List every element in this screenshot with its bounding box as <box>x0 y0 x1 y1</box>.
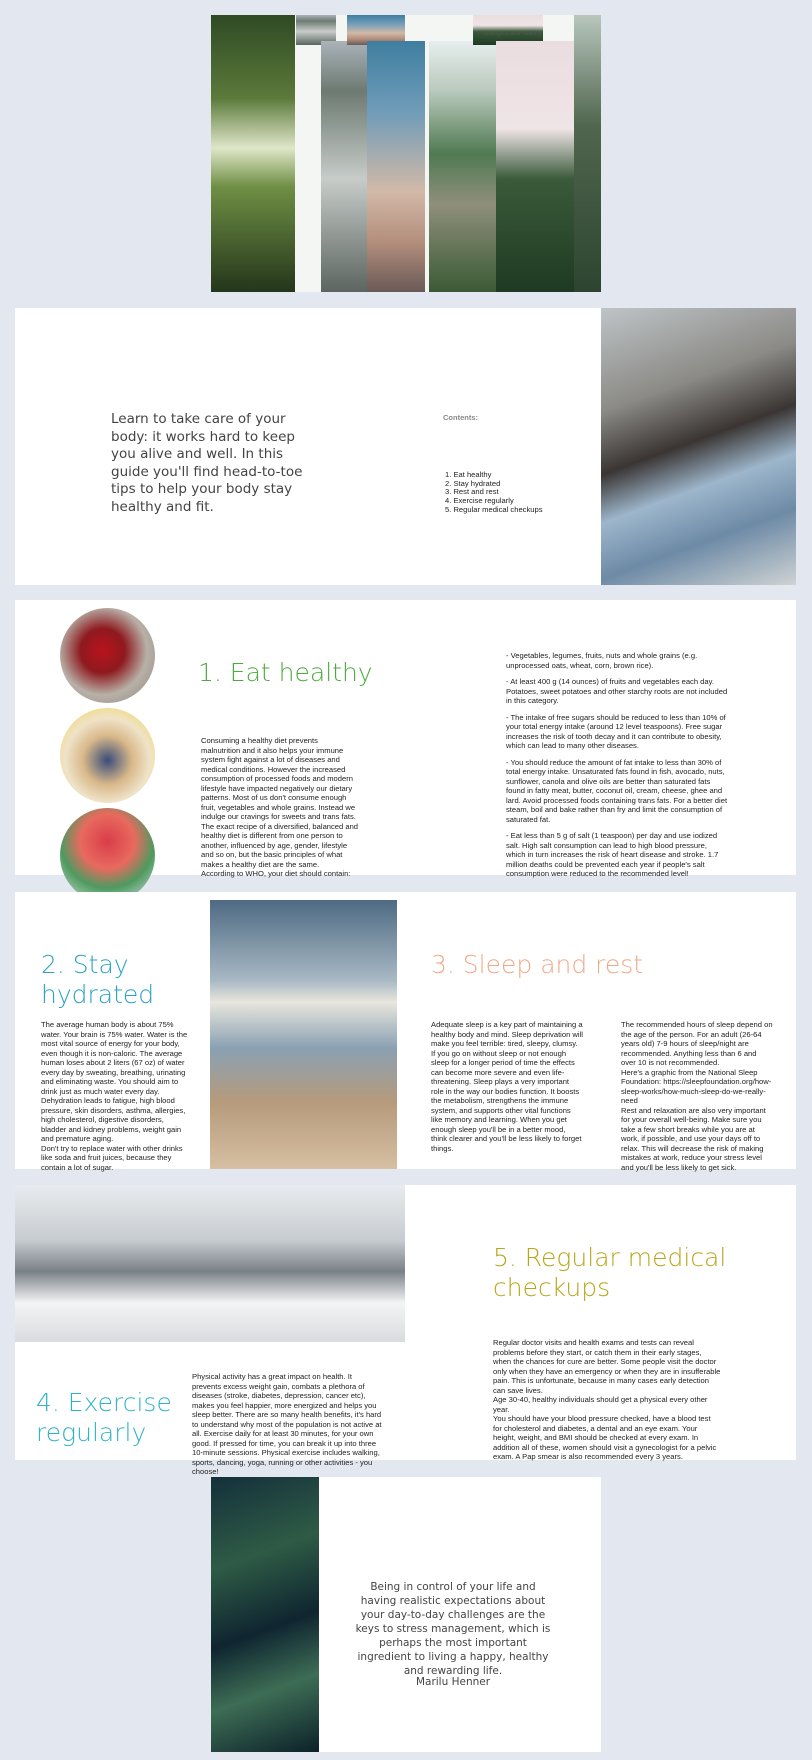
hydrate-sleep-page <box>15 892 796 1172</box>
contents-list <box>445 471 565 515</box>
eat-bullet: - You should reduce the amount of fat intake to less than 30% of total energy intake. Unsaturated fats found in fish, avocado, nuts, sunflower, canola and olive oils are better than saturated fats found in fatty meat, butter, coconut oil, cream, cheese, ghee and lard. Avoid processed foods containing trans fats. For a better diet steam, boil and bake rather than fry and limit the consumption of saturated fat. <box>506 757 728 824</box>
pink-hill-photo <box>496 41 574 292</box>
intro-lead: Learn to take care of your body: it works hard to keep you alive and well. In this guide you'll find head-to-toe tips to help your body stay healthy and fit. <box>111 411 303 515</box>
cover-page <box>211 15 601 292</box>
eat-bullet: - Vegetables, legumes, fruits, nuts and whole grains (e.g. unprocessed oats, wheat, corn, brown rice). <box>506 651 698 670</box>
leaves-strip-photo <box>574 15 601 292</box>
contents-title: Contents: <box>443 413 478 422</box>
contents-item[interactable]: 3. Rest and rest <box>445 487 499 497</box>
contents-item[interactable]: 2. Stay hydrated <box>445 478 501 488</box>
hydrate-heading: 2. Stay hydrated <box>41 950 155 1009</box>
cereal-bowl-photo <box>60 708 155 803</box>
checkups-heading: 5. Regular medical checkups <box>493 1243 727 1302</box>
contents-item[interactable]: 1. Eat healthy <box>445 470 492 479</box>
eat-bullet: - The intake of free sugars should be reduced to less than 10% of your total energy intake (around 12 level teaspoons). Free sugar increases the risk of tooth decay and it can contribute to obesity, which can lead to many other diseases. <box>506 712 726 750</box>
cover-top-text: Strengths and healthy <box>483 31 542 37</box>
eat-bullet: - Eat less than 5 g of salt (1 teaspoon) per day and use iodized salt. High salt consumption can lead to high blood pressure, which in turn increases the risk of heart disease and stroke. 1.7 million deaths could be prevented each year if people's salt consumption were reduced to the recommended level! <box>506 831 719 878</box>
forest-photo <box>211 15 295 292</box>
contents-item[interactable]: 5. Regular medical checkups <box>445 504 543 514</box>
exercise-body: Physical activity has a great impact on health. It prevents excess weight gain, combats a plethora of diseases (stroke, diabetes, depression, cancer etc), makes you feel happier, more energized and helps you sleep better. There are so many health benefits, it's hard to understand why most of the population is not active at all. Exercise daily for at least 30 minutes, for your own good. If pressed for time, you can break it up into three 10-minute sessions. Physical exercise includes walking, sports, dancing, yoga, running or other activities - you choose! <box>192 1372 382 1476</box>
eat-bullets <box>506 651 728 886</box>
sleep-heading: 3. Sleep and rest <box>431 950 644 979</box>
eat-bullet: - At least 400 g (14 ounces) of fruits and vegetables each day. Potatoes, sweet potatoes and other starchy roots are not included in this category. <box>506 677 728 705</box>
sneakers-photo <box>15 1185 405 1342</box>
sleep-body-right: The recommended hours of sleep depend on the age of the person. For an adult (26-64 years old) 7-9 hours of sleep/night are recommended. Anything less than 6 and over 10 is not recommended. Here's a graphic from the National Sleep Foundation: https://sleepfoundation.org/how-sleep-works/how-much-sleep-do-we-really-need Rest and relaxation are also very important for your overall well-being. Make sure you take a few short breaks while you are at work, if possible, and use your days off to relax. This will decrease the risk of making mistakes at work, reduce your stress level and you'll be less likely to get sick. <box>621 1020 773 1172</box>
intro-page <box>15 308 796 585</box>
fern-photo <box>211 1477 319 1752</box>
eat-body: Consuming a healthy diet prevents malnutrition and it also helps your immune system fight against a lot of diseases and medical conditions. However the increased consumption of processed foods and modern lifestyle have impacted negatively our dietary patterns. Most of us don't consume enough fruit, vegetables and whole grains. Instead we indulge our cravings for sweets and trans fats. The exact recipe of a diversified, balanced and healthy diet is different from one person to another, influenced by age, gender, lifestyle and so on, but the basic principles of what makes a healthy diet are the same. According to WHO, your diet should contain: <box>201 736 359 878</box>
contents-item[interactable]: 4. Exercise regularly <box>445 496 514 506</box>
palm-strip-photo <box>429 41 499 292</box>
quote-page <box>211 1477 601 1752</box>
drinking-water-photo <box>210 900 397 1169</box>
mountain-strip-photo <box>321 41 371 292</box>
exercise-heading: 4. Exercise regularly <box>36 1388 172 1447</box>
checkups-body: Regular doctor visits and health exams and tests can reveal problems before they start, or catch them in their early stages, when the chances for cure are better. Some people visit the doctor only when they have an emergency or when they are in insufferable pain. This is unfortunate, because in many cases early detection can save lives. Age 30-40, healthy individuals should get a physical every other year. You should have your blood pressure checked, have a blood test for cholesterol and diabetes, a dental and an eye exam. Your height, weight, and BMI should be checked at every exam. In addition all of these, women should visit a gynecologist for a pelvic exam. A Pap smear is also recommended every 3 years. <box>493 1338 721 1461</box>
watermelon-photo <box>60 808 155 903</box>
eat-heading: 1. Eat healthy <box>198 658 373 687</box>
sleep-body-left: Adequate sleep is a key part of maintaining a healthy body and mind. Sleep deprivation will make you feel terrible: tired, sleepy, clumsy. If you go on without sleep or not enough sleep for a longer period of time the effects can become more severe and even life-threatening. Sleep plays a very important role in the way our bodies function. It boosts the metabolism, strengthens the immune system, and supports other vital functions like memory and learning. When you get enough sleep you'll be in a better mood, think clearer and you'll be less likely to forget things. <box>431 1020 583 1153</box>
quote-author: Marilu Henner <box>415 1676 491 1688</box>
eat-healthy-page <box>15 600 796 878</box>
quote-text: Being in control of your life and having realistic expectations about your day-to-day challenges are the keys to stress management, which is perhaps the most important ingredient to living a happy, healthy and rewarding life. <box>355 1581 551 1677</box>
sky-strip-photo <box>367 41 425 292</box>
hydrate-body: The average human body is about 75% water. Your brain is 75% water. Water is the most vital source of energy for your body, even though it is non-caloric. The average human loses about 2 liters (67 oz) of water every day by sweating, breathing, urinating and eliminating waste. You should aim to drink just as much water every day. Dehydration leads to fatigue, high blood pressure, skin disorders, asthma, allergies, high cholesterol, digestive disorders, bladder and kidney problems, weight gain and premature aging. Don't try to replace water with other drinks like soda and fruit juices, because they contain a lot of sugar. <box>41 1020 188 1172</box>
berries-photo <box>60 608 155 703</box>
exercise-checkups-page <box>15 1185 796 1476</box>
woman-jeans-photo <box>601 308 796 585</box>
